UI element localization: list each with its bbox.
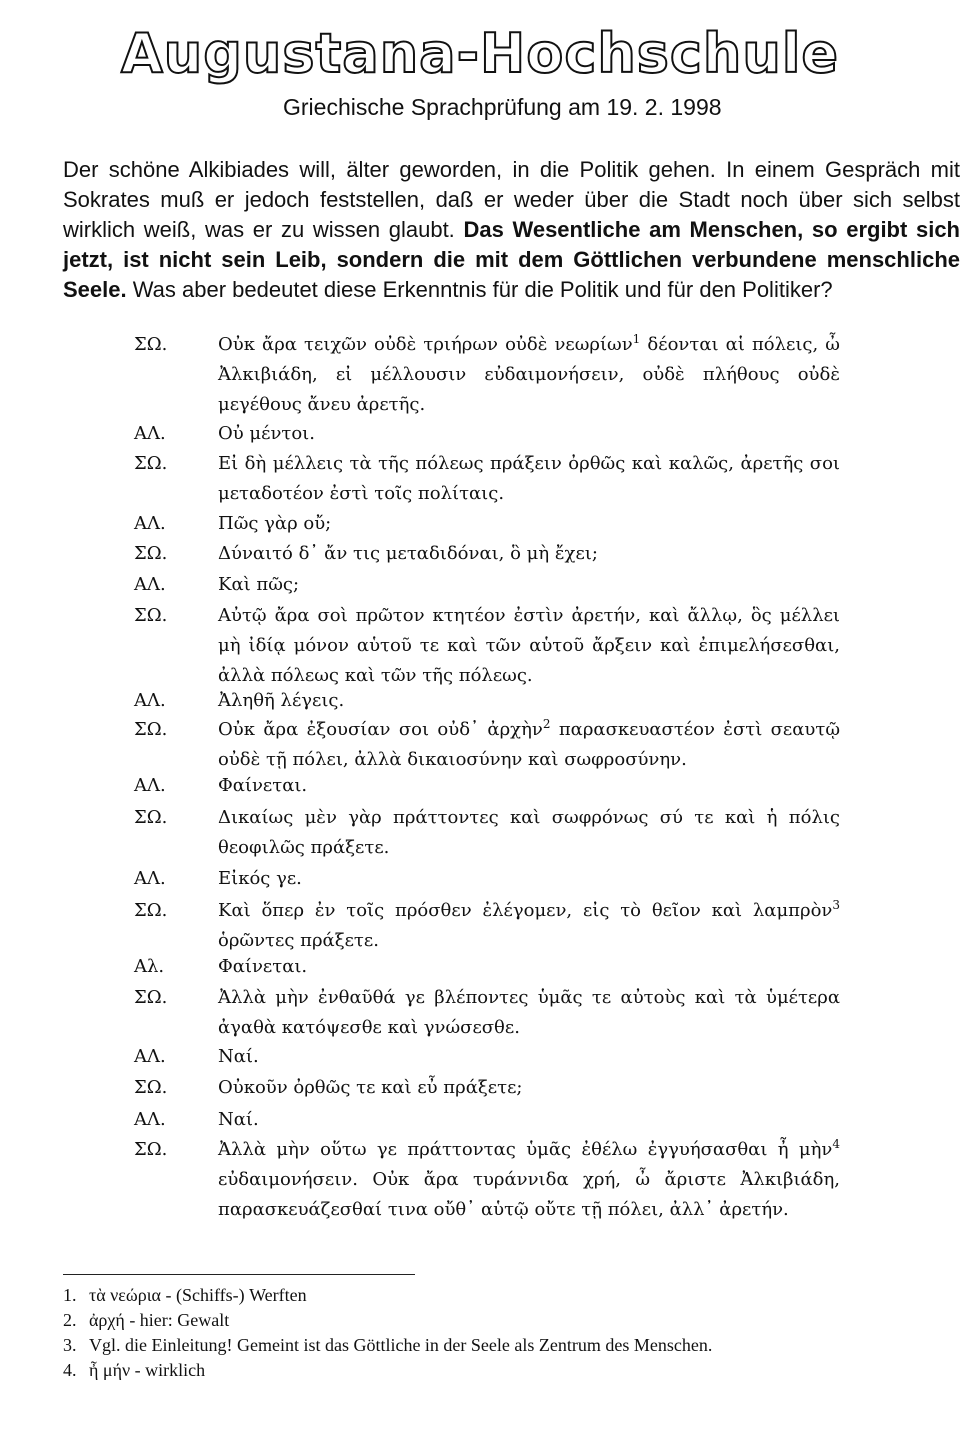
- greek-text: Ναί.: [218, 1046, 259, 1067]
- exam-subtitle: Griechische Sprachprüfung am 19. 2. 1998: [283, 94, 722, 120]
- greek-text-part: δέονται αἱ πόλεις, ὦ Ἀλκιβιάδη, εἰ μέλλουσιν εὐδαιμονήσειν, οὐδὲ πλήθους οὐδὲ μεγέθους ἄνευ ἀρετῆς.: [218, 334, 840, 415]
- intro-paragraph: [63, 155, 960, 305]
- speaker-label: ΣΩ.: [134, 1077, 168, 1098]
- greek-text: Καὶ πῶς;: [218, 574, 300, 595]
- greek-text: [218, 1135, 840, 1225]
- footnote-text: Vgl. die Einleitung! Gemeint ist das Göttliche in der Seele als Zentrum des Menschen.: [89, 1335, 713, 1355]
- greek-text: Φαίνεται.: [218, 956, 308, 977]
- greek-text-part: Καὶ ὅπερ ἐν τοῖς πρόσθεν ἐλέγομεν, εἰς τὸ θεῖον καὶ λαμπρὸν: [218, 900, 833, 921]
- greek-text-part: παρασκευαστέον ἐστὶ σεαυτῷ οὐδὲ τῇ πόλει, ἀλλὰ δικαιοσύνην καὶ σωφροσύνην.: [218, 719, 840, 770]
- greek-text: Εἰκός γε.: [218, 868, 302, 889]
- footnote-text: τὰ νεώρια - (Schiffs-) Werften: [89, 1285, 307, 1305]
- footnote-number: 1.: [63, 1285, 77, 1305]
- footnote-text: ἀρχή - hier: Gewalt: [89, 1310, 230, 1330]
- footnote-marker: 3: [832, 898, 840, 912]
- greek-text-part: Οὐκ ἄρα ἐξουσίαν σοι οὐδ᾽ ἀρχὴν: [218, 719, 543, 740]
- footnote-marker: 2: [542, 717, 551, 731]
- speaker-label: ΑΛ.: [134, 423, 166, 444]
- speaker-label: ΣΩ.: [134, 334, 168, 355]
- greek-text-part: εὐδαιμονήσειν. Οὐκ ἄρα τυράννιδα χρή, ὦ ἄριστε Ἀλκιβιάδη, παρασκευάζεσθαί τινα οὔθ᾽ αὑτῷ οὔτε τῇ πόλει, ἀλλ᾽ ἀρετήν.: [218, 1169, 840, 1220]
- footnote-marker: 1: [632, 332, 641, 346]
- footnote-item: [63, 1333, 943, 1358]
- speaker-label: ΣΩ.: [134, 1139, 168, 1160]
- speaker-label: ΣΩ.: [134, 719, 168, 740]
- greek-text: Αὐτῷ ἄρα σοὶ πρῶτον κτητέον ἐστὶν ἀρετήν, καὶ ἄλλῳ, ὃς μέλλει μὴ ἰδίᾳ μόνον αὑτοῦ τε καὶ τῶν αὑτοῦ ἄρξειν καὶ ἐπιμελήσεσθαι, ἀλλὰ πόλεως καὶ τῶν τῆς πόλεως.: [218, 605, 840, 686]
- speaker-label: ΑΛ.: [134, 775, 166, 796]
- speaker-label: ΑΛ.: [134, 574, 166, 595]
- footnote-item: [63, 1358, 943, 1383]
- speaker-label: ΣΩ.: [134, 900, 168, 921]
- intro-text: Der schöne Alkibiades will, älter geworden, in die Politik gehen. In einem Gespräch mit Sokrates muß er jedoch feststellen, daß er weder über die Stadt noch über sich selbst wirklich weiß, was er zu wissen glaubt.: [63, 157, 960, 242]
- speaker-label: Αλ.: [134, 956, 165, 977]
- speaker-label: ΣΩ.: [134, 807, 168, 828]
- greek-text: Εἰ δὴ μέλλεις τὰ τῆς πόλεως πράξειν ὀρθῶς καὶ καλῶς, ἀρετῆς σοι μεταδοτέον ἐστὶ τοῖς πολίταις.: [218, 453, 840, 504]
- greek-text: Δύναιτό δ᾽ ἄν τις μεταδιδόναι, ὃ μὴ ἔχει;: [218, 543, 598, 564]
- speaker-label: ΣΩ.: [134, 605, 168, 626]
- intro-emphasis: Das Wesentliche am Menschen, so ergibt sich jetzt, ist nicht sein Leib, sondern die mit dem Göttlichen verbundene menschliche Seele.: [63, 217, 960, 302]
- speaker-label: ΣΩ.: [134, 543, 168, 564]
- speaker-label: ΑΛ.: [134, 1046, 166, 1067]
- speaker-label: ΑΛ.: [134, 1109, 166, 1130]
- greek-text: [218, 330, 840, 420]
- greek-text: [218, 896, 840, 956]
- speaker-label: ΑΛ.: [134, 513, 166, 534]
- footnote-divider: [63, 1274, 415, 1275]
- footnote-marker: 4: [832, 1137, 840, 1151]
- greek-text: Ἀλλὰ μὴν ἐνθαῦθά γε βλέποντες ὑμᾶς τε αὐτοὺς καὶ τὰ ὑμέτερα ἀγαθὰ κατόψεσθε καὶ γνώσεσθε.: [218, 987, 840, 1038]
- footnote-text: ἦ μήν - wirklich: [89, 1360, 206, 1380]
- footnote-number: 2.: [63, 1310, 77, 1330]
- intro-question: Was aber bedeutet diese Erkenntnis für die Politik und für den Politiker?: [126, 277, 833, 302]
- greek-text: Πῶς γὰρ οὔ;: [218, 513, 332, 534]
- speaker-label: ΑΛ.: [134, 868, 166, 889]
- greek-text-part: ὁρῶντες πράξετε.: [218, 930, 379, 951]
- speaker-label: ΣΩ.: [134, 987, 168, 1008]
- speaker-label: ΣΩ.: [134, 453, 168, 474]
- footnotes: [63, 1283, 943, 1383]
- greek-text: Φαίνεται.: [218, 775, 308, 796]
- school-name-logo: Augustana-Hochschule: [121, 22, 839, 85]
- speaker-label: ΑΛ.: [134, 690, 166, 711]
- greek-text: Ἀληθῆ λέγεις.: [218, 690, 345, 711]
- greek-text: Οὐκοῦν ὀρθῶς τε καὶ εὖ πράξετε;: [218, 1077, 523, 1098]
- greek-text: Οὐ μέντοι.: [218, 423, 315, 444]
- footnote-item: [63, 1308, 943, 1333]
- footnote-number: 4.: [63, 1360, 77, 1380]
- greek-text-part: Ἀλλὰ μὴν οὕτω γε πράττοντας ὑμᾶς ἐθέλω ἐγγυήσασθαι ἦ μὴν: [218, 1139, 833, 1160]
- greek-text: Δικαίως μὲν γὰρ πράττοντες καὶ σωφρόνως σύ τε καὶ ἡ πόλις θεοφιλῶς πράξετε.: [218, 807, 840, 858]
- footnote-number: 3.: [63, 1335, 77, 1355]
- greek-text: Ναί.: [218, 1109, 259, 1130]
- footnote-item: [63, 1283, 943, 1308]
- greek-text: [218, 715, 840, 775]
- greek-text-part: Οὐκ ἄρα τειχῶν οὐδὲ τριήρων οὐδὲ νεωρίων: [218, 334, 633, 355]
